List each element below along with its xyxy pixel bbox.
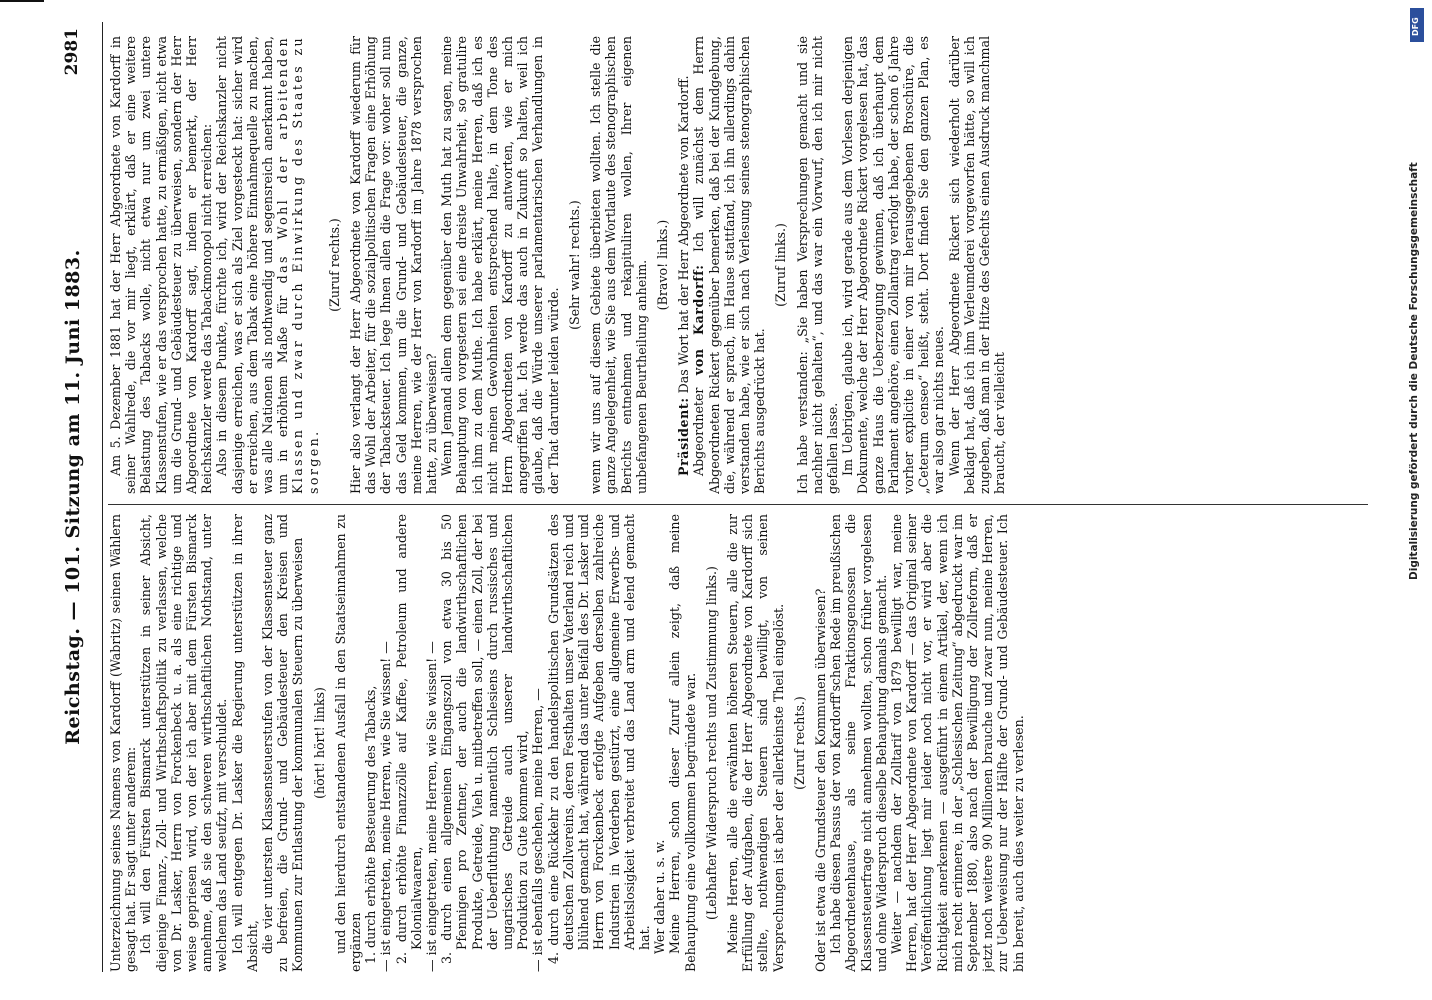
quote-paragraph: Ich will den Fürsten Bismarck unterstützen in seiner Absicht, diejenige Finanz-, Zoll- und Wirthschaftspolitik zu verlassen, welche von Dr. Lasker, Herrn von Forckenbeck u. a. als eine richtige und weise gepriesen wird, von der ich aber mit dem Fürsten Bismarck annehme, daß sie den schweren wirthschaftlichen Nothstand, unter welchem das Land seufzt, mit verschuldet. [138,514,230,972]
interjection: (Sehr wahr! rechts.) [566,200,582,330]
list-item: 1. durch erhöhte Besteuerung des Tabacks, [363,685,379,964]
interjection: (hört! hört! links) [311,687,327,799]
interjection: (Bravo! links.) [654,219,670,311]
list-item: 3. durch einen allgemeinen Eingangszoll von etwa 30 bis 50 Pfennigen pro Zentner, der auch die landwirthschaftlichen Produkte, Getreide, Vieh u. mitbetreffen soll, — einen Zoll, der bei der Ueberfluthung namentlich Schlesiens durch russisches und ungarisches Getreide auch unserer landwirthschaftlichen Produktion zu Gute kommen wird, [439,514,531,964]
interjection: (Zuruf rechts.) [326,218,342,312]
president-text: Das Wort hat der Herr Abgeordnete von Kardorff. [676,75,692,394]
page-title: Reichstag. — 101. Sitzung am 11. Juni 1883. [62,249,84,745]
interjection: (Zuruf rechts.) [791,696,807,790]
corner-crop-mark [0,0,44,2]
funding-stamp-text: Digitalisierung gefördert durch die Deutsche Forschungsgemeinschaft [1408,162,1420,580]
paragraph: Am 5. Dezember 1881 hat der Herr Abgeordnete von Kardorff in seiner Wahlrede, die vor mir liegt, erklärt, daß er eine weitere Belastung des Tabacks wolle, nicht etwa nur um zwei untere Klassenstufen, wie er das versprochen hatte, zu ermäßigen, nicht etwa um die Grund- und Gebäudesteuer zu überweisen, sondern der Herr Abgeordnete von Kardorff sagt, indem er bemerkt, der Herr Reichskanzler werde das Tabackmonopol nicht erreichen: [108,36,215,494]
quote-text: Also in diesem Punkte, fürchte ich, wird der Reichskanzler nicht dasjenige erreichen, was er sich als Ziel vorgesteckt hat: sicher wird er erreichen, aus dem Tabak eine höhere Einnahmequelle zu machen, was alle Nationen als nothwendig und segensreich anerkannt haben, um in erhöhtem Maße für [214,36,291,494]
paragraph: wenn wir uns auf diesem Gebiete überbieten wollten. Ich stelle die ganze Angelegenheit, wie Sie aus dem Wortlaute des stenographischen Berichts entnehmen und rekapituliren wollen, Ihrer eigenen unbefangenen Beurtheilung anheim. [588,36,649,494]
right-column [108,36,1376,494]
quote-paragraph: und den hierdurch entstandenen Ausfall in den Staatseinnahmen zu ergänzen [332,514,364,972]
quote-paragraph: Ich will entgegen Dr. Lasker die Regierung unterstützen in ihrer Absicht, [229,514,260,972]
paragraph: Im Uebrigen, glaube ich, wird gerade aus dem Vorlesen derjenigen Dokumente, welche der Herr Abgeordnete Rickert vorgelesen hat, das ganze Haus die Ueberzeugung gewinnen, daß ich überhaupt dem Parlament angehöre, einen Zollantrag verfolgt habe, der schon 6 Jahre vorher explicite in einer von mir herausgegebenen Broschüre, die „Ceterum censeo“ heißt, steht. Dort finden Sie den ganzen Plan, es war also gar nichts neues. [840,36,947,494]
funding-stamp [1404,0,1430,1000]
paragraph: Unterzeichnung seines Namens von Kardorff (Wabritz) seinen Wählern gesagt hat. Er sagt unter anderem: [108,514,139,972]
list-interjection: — ist eingetreten, meine Herren, wie Sie wissen! — [424,641,440,972]
paragraph: Weiter — nachdem der Zolltarif von 1879 bewilligt war, meine Herren, hat der Herr Abgeordnete von Kardorff — das Original seiner Veröffentlichung liegt mir leider noch nicht vor, er wird aber die Richtigkeit anerkennen — ausgeführt in einem Artikel, der, wenn ich mich recht erinnere, in der „Schlesischen Zeitung“ abgedruckt war im September 1880, also nach der Bewilligung der Zollreform, daß er jetzt noch weitere 90 Millionen brauche und zwar nun, meine Herren, zur Ueberweisung nur der Hälfte der Grund- und Gebäudesteuer. Ich bin bereit, auch dies weiter zu verlesen. [888,514,1026,972]
president-statement [676,36,691,494]
president-label: Präsident: [676,397,692,476]
paragraph: Hier also verlangt der Herr Abgeordnete von Kardorff wiederum für das Wohl der Arbeiter, für die sozialpolitischen Fragen eine Erhöhung der Tabacksteuer. Ich lege Ihnen allen die Frage vor: woher soll nun das Geld kommen, um die Grund- und Gebäudesteuer, die ganze, meine Herren, wie der Herr von Kardorff im Jahre 1878 versprochen hatte, zu überweisen? [348,36,440,494]
paragraph: Meine Herren, schon dieser Zuruf allein zeigt, daß meine Behauptung eine vollkommen begründete war. [667,514,698,972]
rotated-page [50,22,1380,972]
left-column [108,514,1376,972]
list-item: 2. durch erhöhte Finanzzölle auf Kaffee, Petroleum und andere Kolonialwaaren, [393,514,424,964]
paragraph: Wenn Jemand allem dem gegenüber den Muth hat zu sagen, meine Behauptung von vorgestern sei eine dreiste Unwahrheit, so gratulire ich ihm zu dem Muthe. Ich habe erklärt, meine Herren, daß ich es nicht meinen Gewohnheiten entsprechend halte, in dem Tone des Herrn Abgeordneten von Kardorff zu antworten, wie er mich angegriffen hat. Ich werde das auch in Zukunft so halten, weil ich glaube, daß die Würde unserer parlamentarischen Verhandlungen in der That darunter leiden würde. [439,36,561,494]
paragraph: Ich habe verstanden: „Sie haben Versprechungen gemacht und sie nachher nicht gehalten“, und das war ein Vorwurf, den ich mir nicht gefallen lasse. [794,36,840,494]
column-divider [108,504,1368,505]
header-rule [102,22,103,972]
paragraph: Ich habe diesen Passus der von Kardorff'schen Rede im preußischen Abgeordnetenhause, als seine Fraktionsgenossen die Klassensteuerfrage nicht annehmen wollten, schon früher vorgelesen und ohne Widerspruch dieselbe Behauptung damals gemacht. [828,514,889,972]
speaker-text: Ich will zunächst dem Herrn Abgeordneten Rickert gegenüber bemerken, daß bei der Kundgebung, die, während er sprach, im Hause stattfand, ich ihn allerdings dahin verstanden habe, wie er sich nach Verlesung seines stenographischen Berichts ausgedrückt hat. [691,36,768,494]
list-interjection: — ist eingetreten, meine Herren, wie Sie wissen! — [378,641,394,972]
paragraph: Meine Herren, alle die erwähnten höheren Steuern, alle die zur Erfüllung der Aufgaben, die der Herr Abgeordnete von Kardorff sich stellte, nothwendigen Steuern sind bewilligt, von seinen Versprechungen ist aber der allerkleinste Theil eingelöst. [724,514,786,972]
speaker-name: von Kardorff: [691,264,707,376]
quote-paragraph: die vier untersten Klassensteuerstufen von der Klassensteuer ganz zu befreien, die Grund- und Gebäudesteuer den Kreisen und Kommunen zur Entlastung der kommunalen Steuern zu überweisen [260,514,306,972]
interjection: (Lebhafter Widerspruch rechts und Zustimmung links.) [703,566,719,920]
interjection: (Zuruf links.) [773,223,789,307]
list-interjection: — ist ebenfalls geschehen, meine Herren, — [530,688,546,972]
speaker-intro: Abgeordneter [691,387,707,476]
paragraph: Oder ist etwa die Grundsteuer den Kommunen überwiesen? [812,588,828,972]
paragraph: Wenn der Herr Abgeordnete Rickert sich wiederholt darüber beklagt hat, daß ich ihm Verleumderei vorgeworfen hätte, so will ich zugeben, daß man in der Hitze des Gefechts einen Ausdruck manchmal braucht, der vielleicht [946,36,1008,494]
quote-paragraph [214,36,320,494]
list-item: 4. durch eine Rückkehr zu den handelspolitischen Grundsätzen des deutschen Zollvereins, deren Festhalten unser Vaterland reich und blühend gemacht hat, während das unter Beifall des Dr. Lasker und Herrn von Forckenbeck erfolgte Aufgeben derselben zahlreiche Industrien in Verderben gestürzt, eine allgemeine Erwerbs- und Arbeitslosigkeit verbreitet und das Land arm und elend gemacht hat. [545,514,652,964]
dfg-logo-text: DFG [1411,17,1420,36]
spaced-emphasis: das Wohl der arbeitenden Klassen und zwar durch Einwirkung des Staates zu sorgen. [275,36,321,494]
page-header [62,22,102,972]
speaker-statement [691,36,767,494]
page-number: 2981 [62,28,82,76]
paragraph: Wer daher u. s. w. [652,839,668,954]
